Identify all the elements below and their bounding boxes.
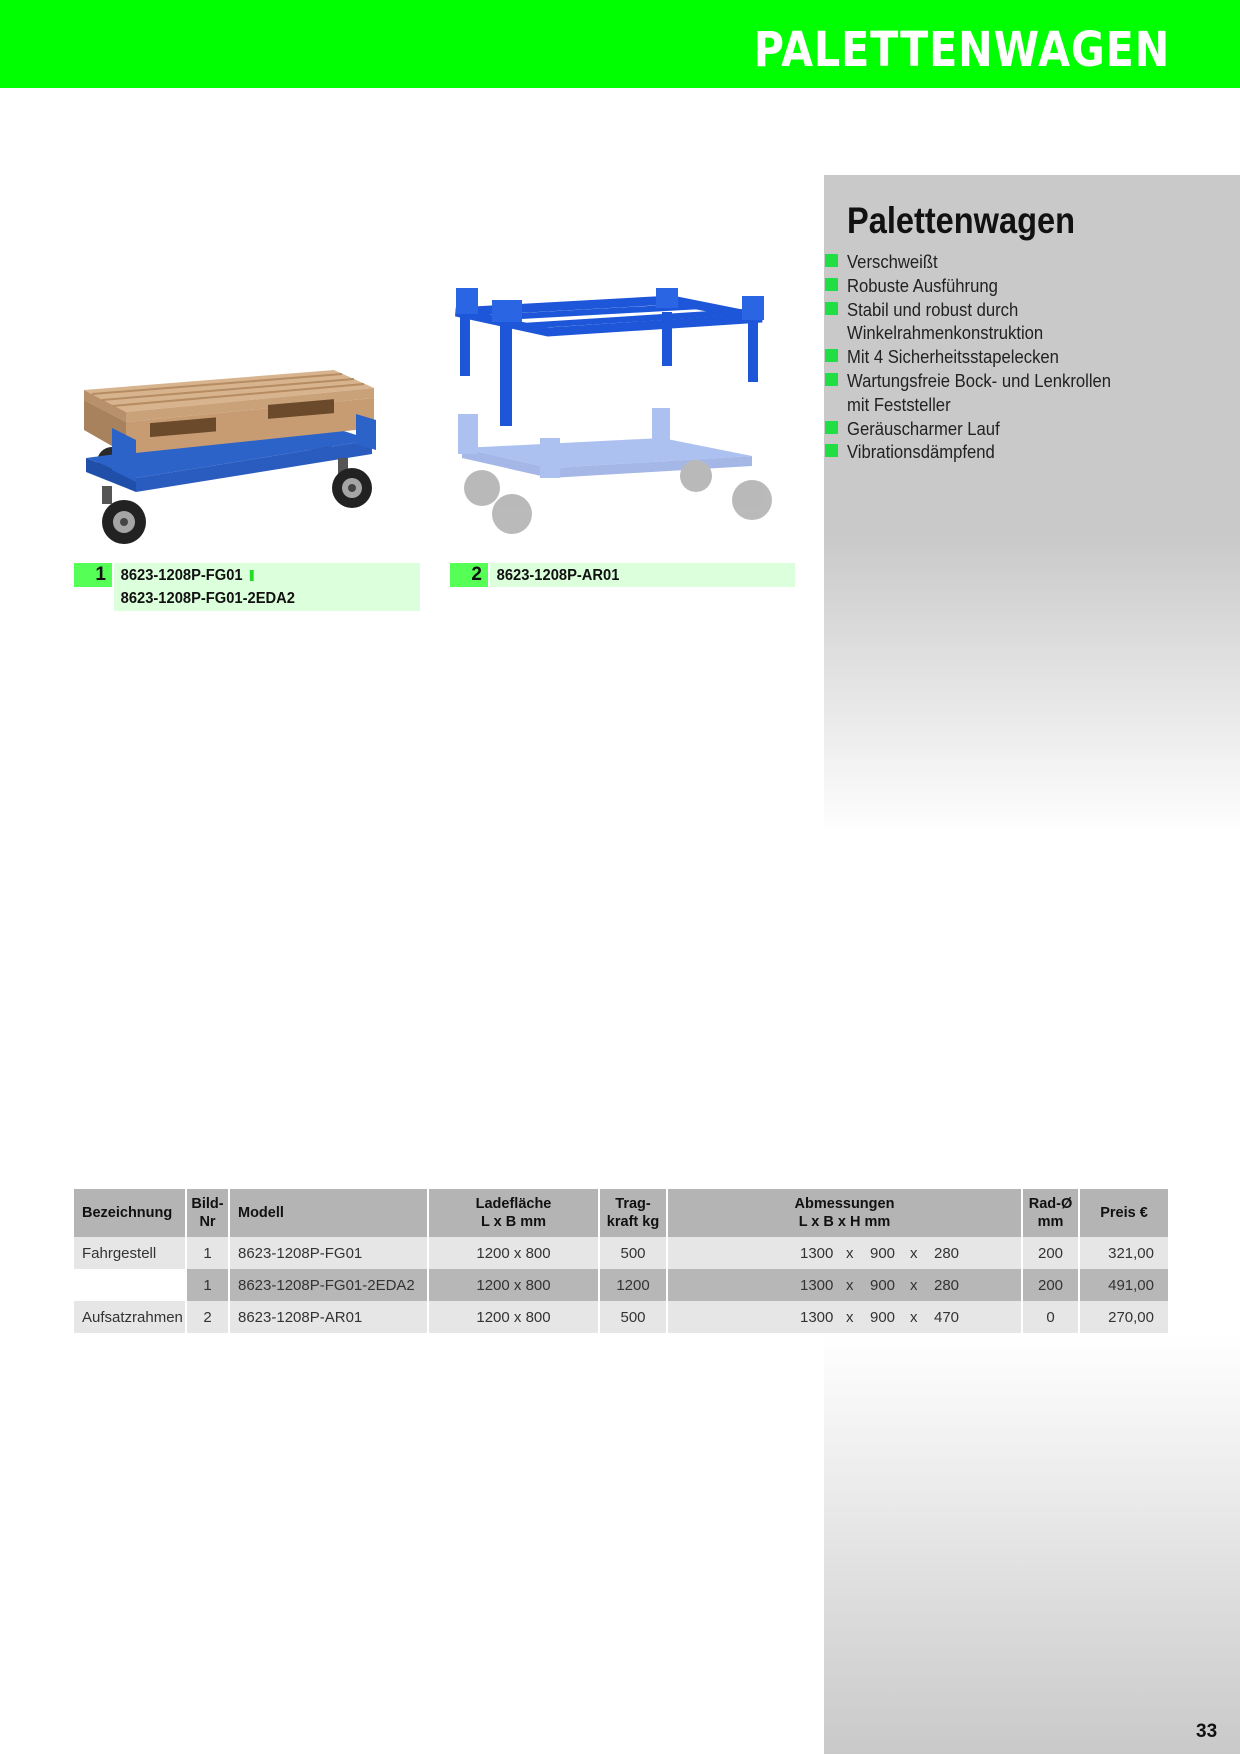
cell-bezeichnung: Aufsatzrahmen xyxy=(74,1301,186,1333)
feature-item: Stabil und robust durch xyxy=(824,298,1224,322)
cell-preis: 270,00 xyxy=(1108,1308,1154,1326)
side-title: Palettenwagen xyxy=(847,200,1075,241)
product-number: 1 xyxy=(74,563,112,587)
cell-preis: 491,00 xyxy=(1108,1276,1154,1294)
page-number: 33 xyxy=(1196,1721,1218,1742)
green-square-bullet-icon xyxy=(825,373,838,386)
cell-rad: 200 xyxy=(1022,1269,1079,1301)
cell-tragkraft: 1200 xyxy=(599,1269,667,1301)
cell-tragkraft: 500 xyxy=(599,1301,667,1333)
product-code: 8623-1208P-FG01 xyxy=(120,567,243,584)
cell-modell: 8623-1208P-FG01 xyxy=(229,1237,428,1269)
cell-modell: 8623-1208P-AR01 xyxy=(229,1301,428,1333)
col-header-bild-nr: Bild- Nr xyxy=(186,1189,229,1237)
product-label-1 xyxy=(74,563,420,607)
green-square-bullet-icon xyxy=(825,349,838,362)
cell-bezeichnung: Fahrgestell xyxy=(74,1237,186,1269)
green-square-bullet-icon xyxy=(825,444,838,457)
green-marker-icon xyxy=(250,570,254,581)
cell-bild-nr: 1 xyxy=(186,1269,229,1301)
col-header-ladeflaeche: Ladefläche L x B mm xyxy=(428,1189,599,1237)
cell-abmessungen: 1300 x 900 x 280 xyxy=(667,1269,1022,1301)
product-code-box xyxy=(490,563,795,587)
page-header-title: PALETTENWAGEN xyxy=(753,22,1170,78)
product-code-box xyxy=(114,563,420,611)
feature-item: Verschweißt xyxy=(824,250,1224,274)
feature-item: Geräuscharmer Lauf xyxy=(824,417,1224,441)
cell-bezeichnung xyxy=(74,1269,186,1301)
table-header-row xyxy=(74,1189,1168,1237)
col-header-modell: Modell xyxy=(229,1189,428,1237)
spec-table xyxy=(74,1189,1168,1333)
table-row xyxy=(74,1269,1168,1301)
green-square-bullet-icon xyxy=(825,278,838,291)
col-header-tragkraft: Trag- kraft kg xyxy=(599,1189,667,1237)
cell-preis: 321,00 xyxy=(1108,1244,1154,1262)
feature-item: Robuste Ausführung xyxy=(824,274,1224,298)
cell-tragkraft: 500 xyxy=(599,1237,667,1269)
product-code: 8623-1208P-AR01 xyxy=(496,567,620,584)
feature-list xyxy=(824,250,1224,464)
table-row xyxy=(74,1237,1168,1269)
cell-bild-nr: 2 xyxy=(186,1301,229,1333)
green-square-bullet-icon xyxy=(825,254,838,267)
cell-rad: 200 xyxy=(1022,1237,1079,1269)
feature-item-continuation: mit Feststeller xyxy=(847,393,951,415)
cell-ladeflaeche: 1200 x 800 xyxy=(428,1269,599,1301)
product-code: 8623-1208P-FG01-2EDA2 xyxy=(120,590,296,607)
feature-item: Wartungsfreie Bock- und Lenkrollen xyxy=(824,369,1224,393)
feature-item-continuation: Winkelrahmenkonstruktion xyxy=(847,322,1044,344)
faded-base-frame xyxy=(458,408,772,534)
col-header-rad: Rad-Ø mm xyxy=(1022,1189,1079,1237)
table-row xyxy=(74,1301,1168,1333)
cell-abmessungen: 1300 x 900 x 470 xyxy=(667,1301,1022,1333)
col-header-bezeichnung: Bezeichnung xyxy=(74,1189,186,1237)
green-square-bullet-icon xyxy=(825,302,838,315)
product-label-2 xyxy=(450,563,795,587)
cell-bild-nr: 1 xyxy=(186,1237,229,1269)
cell-rad: 0 xyxy=(1022,1301,1079,1333)
cell-modell: 8623-1208P-FG01-2EDA2 xyxy=(229,1269,428,1301)
cell-ladeflaeche: 1200 x 800 xyxy=(428,1301,599,1333)
stacking-frame-image xyxy=(452,288,792,550)
pallet-cart-with-pallet-image xyxy=(72,370,420,552)
product-number: 2 xyxy=(450,563,488,587)
col-header-preis: Preis € xyxy=(1100,1205,1148,1221)
blue-top-frame xyxy=(456,288,764,426)
cell-abmessungen: 1300 x 900 x 280 xyxy=(667,1237,1022,1269)
green-square-bullet-icon xyxy=(825,421,838,434)
feature-item: Vibrationsdämpfend xyxy=(824,440,1224,464)
feature-item: Mit 4 Sicherheitsstapelecken xyxy=(824,345,1224,369)
col-header-abmessungen: Abmessungen L x B x H mm xyxy=(667,1189,1022,1237)
cell-ladeflaeche: 1200 x 800 xyxy=(428,1237,599,1269)
